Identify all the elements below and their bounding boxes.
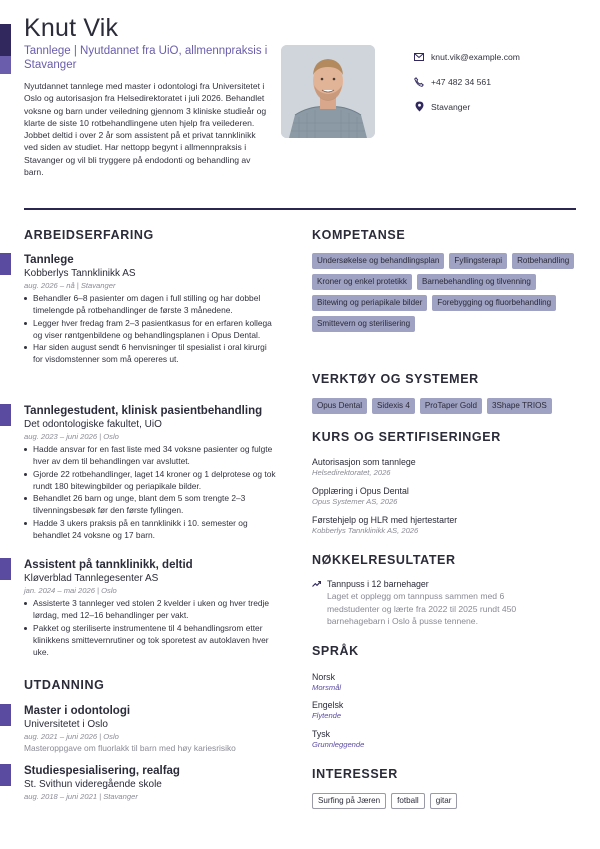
course-item bbox=[312, 514, 457, 536]
tool-tag: ProTaper Gold bbox=[420, 398, 482, 414]
job-bullet: Gjorde 22 rotbehandlinger, laget 14 kroner og 1 delprotese og tok rundt 180 bitewingbilder og periapikale bilder. bbox=[24, 468, 278, 493]
phone-text: +47 482 34 561 bbox=[431, 76, 491, 87]
section-title-skills: KOMPETANSE bbox=[312, 228, 406, 242]
header-divider bbox=[24, 208, 576, 210]
trend-up-icon bbox=[312, 581, 322, 587]
skill-tag: Bitewing og periapikale bilder bbox=[312, 295, 427, 311]
result-title: Tannpuss i 12 barnehager bbox=[327, 579, 429, 589]
job-bullet: Pakket og steriliserte instrumentene til 4 behandlingsrom etter klinikkens smittevernrutiner og tok sporetest av autoklaven hver uke. bbox=[24, 622, 278, 659]
tool-tag: Opus Dental bbox=[312, 398, 367, 414]
course-title: Autorisasjon som tannlege bbox=[312, 457, 416, 467]
job-company: Det odontologiske fakultet, UiO bbox=[24, 419, 162, 430]
contact-list bbox=[414, 44, 520, 119]
job-title: Assistent på tannklinikk, deltid bbox=[24, 559, 193, 571]
contact-location bbox=[414, 94, 520, 119]
education-item bbox=[24, 764, 278, 802]
job-meta: aug. 2026 – nå | Stavanger bbox=[24, 281, 116, 290]
skill-tag: Barnebehandling og tilvenning bbox=[417, 274, 536, 290]
job-bullet: Assisterte 3 tannleger ved stolen 2 kvelder i uken og hver tredje lørdag, med 12–16 behandlinger per vakt. bbox=[24, 597, 278, 622]
skills-tags bbox=[312, 253, 582, 332]
tool-tag: Sidexis 4 bbox=[372, 398, 415, 414]
tools-tags bbox=[312, 398, 582, 414]
profile-photo bbox=[281, 45, 375, 138]
language-level: Grunnleggende bbox=[312, 740, 365, 749]
job-bullet: Behandlet 26 barn og unge, blant dem 5 som trengte 2–3 tilvenningsbesøk før den første fyllingen. bbox=[24, 492, 278, 517]
skill-tag: Rotbehandling bbox=[512, 253, 574, 269]
section-title-courses: KURS OG SERTIFISERINGER bbox=[312, 430, 501, 444]
education-marker bbox=[0, 704, 11, 726]
job-bullet: Hadde ansvar for en fast liste med 34 voksne pasienter og fulgte hver av dem til behandlingen var avsluttet. bbox=[24, 443, 278, 468]
education-meta: aug. 2018 – juni 2021 | Stavanger bbox=[24, 792, 138, 801]
candidate-subtitle: Tannlege | Nyutdannet fra UiO, allmennpraksis i Stavanger bbox=[24, 45, 268, 71]
section-title-experience: ARBEIDSERFARING bbox=[24, 228, 154, 242]
degree-title: Studiespesialisering, realfag bbox=[24, 765, 180, 777]
skill-tag: Forebygging og fluorbehandling bbox=[432, 295, 556, 311]
profile-summary: Nyutdannet tannlege med master i odontologi fra Universitetet i Oslo og autorisasjon fra Helsedirektoratet i juli 2026. Behandlet voksne og barn under veiledning gjennom 3 kliniske studieår og klarte de siste 10 rotbehandlingene uten hjelp fra veilederen. Jobbet deltid i over 2 år som assistent på et privat tannklinikk ved siden av studiet. Har nettopp begynt i allmennpraksis i Stavanger og vil bli tryggere på endodonti og behandling av barn. bbox=[24, 81, 267, 178]
school-name: Universitetet i Oslo bbox=[24, 719, 108, 730]
section-title-tools: VERKTØY OG SYSTEMER bbox=[312, 372, 479, 386]
job-bullet: Legger hver fredag fram 2–3 pasientkasus for en erfaren kollega og viser røntgenbildene og behandlingsplanen i Opus Dental. bbox=[24, 317, 278, 342]
contact-phone[interactable] bbox=[414, 69, 520, 94]
course-issuer: Kobberlys Tannklinikk AS, 2026 bbox=[312, 526, 419, 535]
section-title-interests: INTERESSER bbox=[312, 767, 398, 781]
skill-tag: Kroner og enkel protetikk bbox=[312, 274, 412, 290]
language-item bbox=[312, 671, 341, 693]
education-marker bbox=[0, 764, 11, 786]
interest-tag: gitar bbox=[430, 793, 458, 809]
course-issuer: Helsedirektoratet, 2026 bbox=[312, 468, 391, 477]
envelope-icon bbox=[414, 52, 424, 62]
course-issuer: Opus Systemer AS, 2026 bbox=[312, 497, 398, 506]
course-title: Førstehjelp og HLR med hjertestarter bbox=[312, 515, 458, 525]
language-name: Norsk bbox=[312, 672, 335, 682]
result-desc: Laget et opplegg om tannpuss sammen med 6 medstudenter og lærte fra 2022 til 2025 rundt 450 barnehagebarn i Oslo å pusse tennene. bbox=[327, 591, 517, 626]
language-name: Engelsk bbox=[312, 700, 344, 710]
header-accent-bar-light bbox=[0, 56, 11, 74]
education-desc: Masteroppgave om fluorlakk til barn med høy kariesrisiko bbox=[24, 743, 236, 753]
experience-marker bbox=[0, 253, 11, 275]
education-item bbox=[24, 704, 278, 754]
job-title: Tannlegestudent, klinisk pasientbehandling bbox=[24, 405, 263, 417]
experience-item bbox=[24, 404, 278, 541]
skill-tag: Fyllingsterapi bbox=[449, 253, 507, 269]
header-accent-bar bbox=[0, 24, 11, 56]
section-title-education: UTDANNING bbox=[24, 678, 105, 692]
interest-tag: fotball bbox=[391, 793, 425, 809]
experience-marker bbox=[0, 558, 11, 580]
email-text: knut.vik@example.com bbox=[431, 51, 520, 62]
language-item bbox=[312, 699, 343, 721]
interest-tag: Surfing på Jæren bbox=[312, 793, 386, 809]
job-meta: jan. 2024 – mai 2026 | Oslo bbox=[24, 586, 117, 595]
skill-tag: Smittevern og sterilisering bbox=[312, 316, 415, 332]
language-level: Morsmål bbox=[312, 683, 342, 692]
job-company: Kløverblad Tannlegesenter AS bbox=[24, 573, 159, 584]
degree-title: Master i odontologi bbox=[24, 705, 131, 717]
contact-email[interactable] bbox=[414, 44, 520, 69]
experience-item bbox=[24, 253, 278, 366]
candidate-name: Knut Vik bbox=[24, 14, 119, 42]
language-name: Tysk bbox=[312, 729, 331, 739]
course-title: Opplæring i Opus Dental bbox=[312, 486, 409, 496]
job-company: Kobberlys Tannklinikk AS bbox=[24, 268, 136, 279]
language-item bbox=[312, 728, 364, 750]
location-text: Stavanger bbox=[431, 101, 471, 112]
job-bullet: Hadde 3 ukers praksis på en tannklinikk i 10. semester og behandlet 24 voksne og 17 barn. bbox=[24, 517, 278, 542]
job-title: Tannlege bbox=[24, 254, 74, 266]
phone-icon bbox=[414, 77, 424, 87]
skill-tag: Undersøkelse og behandlingsplan bbox=[312, 253, 444, 269]
section-title-results: NØKKELRESULTATER bbox=[312, 553, 456, 567]
job-bullet: Har siden august sendt 6 henvisninger til spesialist i oral kirurgi for visdomstenner som må opereres ut. bbox=[24, 341, 278, 366]
course-item bbox=[312, 456, 416, 478]
interests-tags bbox=[312, 793, 582, 809]
job-meta: aug. 2023 – juni 2026 | Oslo bbox=[24, 432, 119, 441]
education-meta: aug. 2021 – juni 2026 | Oslo bbox=[24, 732, 119, 741]
course-item bbox=[312, 485, 409, 507]
tool-tag: 3Shape TRIOS bbox=[487, 398, 552, 414]
school-name: St. Svithun videregående skole bbox=[24, 779, 162, 790]
map-pin-icon bbox=[414, 102, 424, 112]
language-level: Flytende bbox=[312, 711, 342, 720]
result-item bbox=[312, 578, 562, 628]
section-title-languages: SPRÅK bbox=[312, 644, 359, 658]
experience-marker bbox=[0, 404, 11, 426]
job-bullet: Behandler 6–8 pasienter om dagen i full stilling og har dobbel timelengde på rotbehandlinger de første 3 månedene. bbox=[24, 292, 278, 317]
experience-item bbox=[24, 558, 278, 658]
